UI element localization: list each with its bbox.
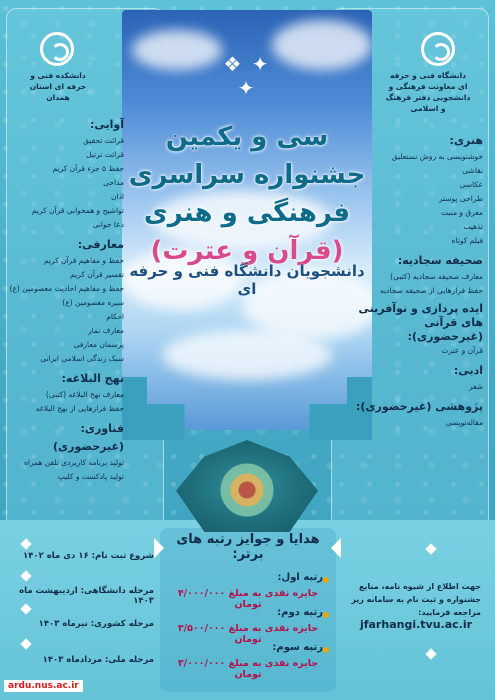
bullet-icon: [323, 647, 329, 653]
category-heading: ادبی:: [453, 364, 483, 377]
list-item: خوشنویسی به روش نستعلیق: [391, 152, 483, 161]
left-logo-text: دانشکده فنی و حرفه ای استان همدان: [29, 71, 87, 102]
bullet-icon: [323, 612, 329, 618]
list-item: معارف صحیفه سجادیه (کتبی): [390, 272, 483, 281]
university-logo-icon: [40, 32, 74, 66]
title-line-2: [128, 194, 366, 270]
list-item: دعا خوانی: [92, 220, 124, 229]
schedule-item: مرحله دانشگاهی: اردیبهشت ماه ۱۴۰۳: [19, 586, 154, 606]
right-logo-text: دانشگاه فنی و حرفه ای معاونت فرهنگی و دانشجویی دفتر فرهنگ و اسلامی: [385, 71, 471, 113]
category-heading: پژوهشی (غیرحضوری):: [356, 400, 483, 413]
list-item: معرق و منبت: [441, 208, 483, 217]
list-item: پرسمان معارفی: [73, 340, 124, 349]
rank-first: رتبه اول:: [277, 572, 323, 583]
medallion-ornament-icon: [176, 440, 318, 532]
category-heading: هنری:: [449, 134, 483, 147]
list-item: حفظ و مفاهیم قرآن کریم: [43, 256, 124, 265]
schedule-item: مرحله کشوری: تیرماه ۱۴۰۳: [38, 619, 154, 629]
watermark: ardu.nus.ac.ir: [4, 680, 83, 692]
list-item: احکام: [106, 312, 124, 321]
schedule-item: شروع ثبت نام: ۱۶ دی ماه ۱۴۰۲: [23, 551, 154, 561]
list-item: حفظ و مفاهیم احادیث معصومین (ع): [9, 284, 124, 293]
list-item: تذهیب: [463, 222, 483, 231]
title-line-1: سی و یکمین جشنواره سراسری: [128, 122, 366, 190]
list-item: قرآن و عترت: [441, 346, 483, 355]
list-item: نقاشی: [462, 166, 483, 175]
category-heading: معارفی:: [77, 238, 124, 251]
awards-title: هدایا و جوایز رتبه های برتر:: [176, 532, 320, 562]
rank-second: رتبه دوم:: [277, 607, 323, 618]
schedule-item: مرحله ملی: مردادماه ۱۴۰۳: [42, 655, 154, 665]
prize-second: جایزه نقدی به مبلغ ۳/۵۰۰/۰۰۰ تومان: [177, 623, 319, 645]
title-accent: (قرآن و عترت): [150, 236, 344, 266]
left-categories: [9, 112, 124, 484]
list-item: حفظ ۵ جزء قرآن کریم: [52, 164, 124, 173]
list-item: معارف نهج البلاغه (کتبی): [45, 390, 124, 399]
list-item: مداحی: [103, 178, 124, 187]
rank-third: رتبه سوم:: [272, 642, 323, 653]
category-heading: صحیفه سجادیه:: [397, 254, 483, 267]
list-item: قرائت ترتیل: [86, 150, 124, 159]
ornament-icon: ✦ ❖ ✦: [223, 52, 271, 100]
list-item: اذان: [110, 192, 124, 201]
prize-third: جایزه نقدی به مبلغ ۳/۰۰۰/۰۰۰ تومان: [177, 658, 319, 680]
bullet-icon: [323, 577, 329, 583]
category-heading: آوایی:: [89, 118, 124, 131]
list-item: فیلم کوتاه: [451, 236, 483, 245]
title-line-2-text: فرهنگی و هنری: [143, 198, 351, 228]
festival-title: [128, 118, 366, 270]
list-item: تفسیر قرآن کریم: [70, 270, 124, 279]
list-item: قرائت تحقیق: [83, 136, 124, 145]
list-item: طراحی پوستر: [438, 194, 483, 203]
list-item: سبک زندگی اسلامی ایرانی: [40, 354, 124, 363]
category-heading: فناوری: (غیرحضوری): [53, 422, 124, 453]
festival-subtitle: دانشجویان دانشگاه فنی و حرفه ای: [129, 262, 365, 298]
right-categories: [351, 128, 483, 430]
list-item: شعر: [468, 382, 483, 391]
category-heading: ایده پردازی و نوآفرینی های قرآنی (غیرحضوری):: [358, 302, 483, 343]
list-item: عکاسی: [459, 180, 483, 189]
list-item: حفظ فرازهایی از نهج البلاغه: [35, 404, 124, 413]
list-item: معارف نماز: [87, 326, 124, 335]
list-item: تواشیح و همخوانی قرآن کریم: [31, 206, 124, 215]
list-item: تولید پادکست و کلیپ: [57, 472, 124, 481]
list-item: مقاله‌نویسی: [445, 418, 483, 427]
category-heading: نهج البلاغه:: [61, 372, 124, 385]
website-link[interactable]: jfarhangi.tvu.ac.ir: [359, 618, 473, 631]
university-logo-icon: [421, 32, 455, 66]
list-item: حفظ فرازهایی از صحیفه سجادیه: [380, 286, 483, 295]
list-item: سیره معصومین (ع): [62, 298, 124, 307]
registration-info: جهت اطلاع از شیوه نامه، منابع جشنواره و ثبت نام به سامانه زیر مراجعه فرمایید:: [351, 582, 481, 617]
prize-first: جایزه نقدی به مبلغ ۴/۰۰۰/۰۰۰ تومان: [177, 588, 319, 610]
list-item: تولید برنامه کاربردی تلفن همراه: [23, 458, 124, 467]
